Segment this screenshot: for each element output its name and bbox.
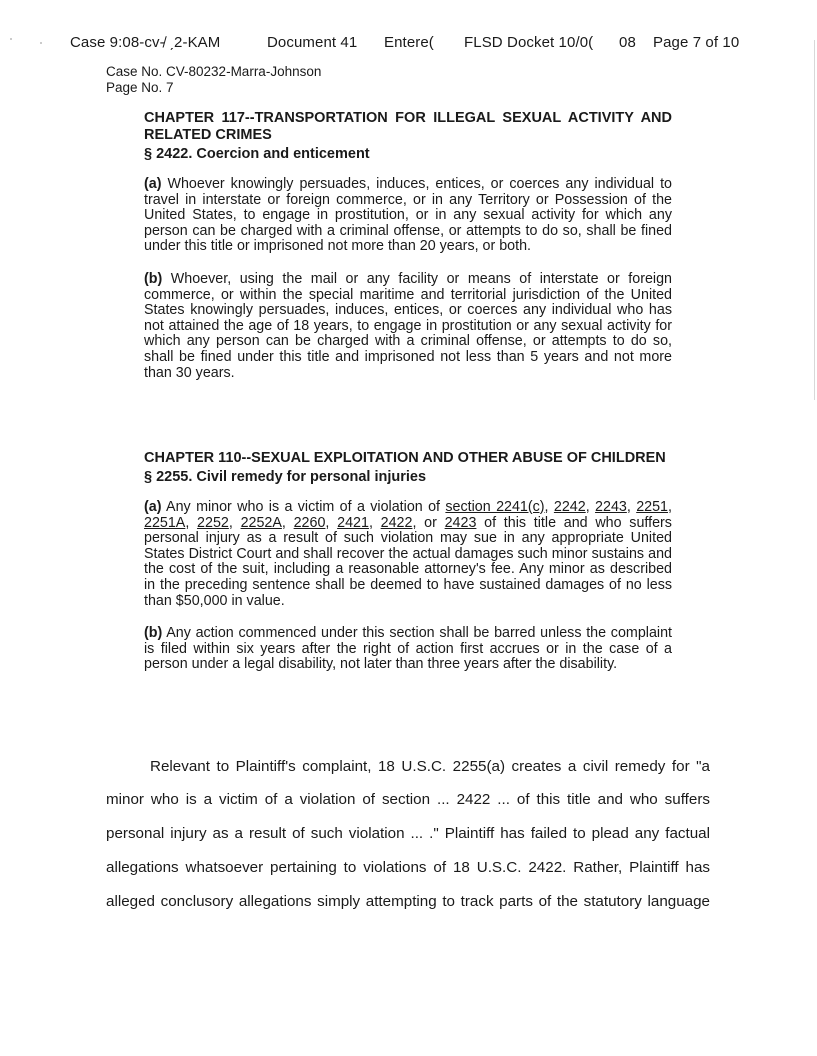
statute-link[interactable]: 2252A (240, 514, 282, 531)
statute-link[interactable]: 2422 (380, 514, 413, 531)
body-line: allegations whatsoever pertaining to violations of 18 U.S.C. 2422. Rather, Plaintiff has (106, 859, 710, 876)
body-line: Relevant to Plaintiff's complaint, 18 U.S.C. 2255(a) creates a civil remedy for "a (150, 758, 710, 775)
para-b-label: (b) (144, 625, 163, 642)
chapter-110-block (144, 450, 672, 673)
para-a-label: (a) (144, 176, 162, 192)
statute-link[interactable]: section 2241(c) (445, 499, 545, 515)
statute-link[interactable]: 2421 (337, 514, 369, 531)
case-info (106, 64, 321, 96)
scan-speck (10, 38, 12, 40)
body-line: personal injury as a result of such violation ... ." Plaintiff has failed to plead any factual (106, 825, 710, 842)
scan-speck (40, 42, 42, 44)
para-b-text: Whoever, using the mail or any facility or means of interstate or foreign commerce, or within the special maritime and territorial jurisdiction of the United States knowingly persuades, induces, entices, or coerces any individual who has not attained the age of 18 years, to engage in prostitution or any sexual activity for which any person can be charged with a criminal offense, or attempts to do so, shall be fined under this title and imprisoned not less than 5 years and not more than 30 years. (144, 270, 672, 381)
para-a-text: Whoever knowingly persuades, induces, entices, or coerces any individual to travel in interstate or foreign commerce, or in any Territory or Possession of the United States, to engage in prostitution, or in any sexual activity for which any person can be charged with a criminal offense, or attempts to do so, shall be fined under this title or imprisoned not more than 20 years, or both. (144, 176, 672, 255)
chapter-117-block (144, 110, 672, 381)
header-page: Page 7 of 10 (653, 34, 740, 51)
chapter-117-heading: CHAPTER 117--TRANSPORTATION FOR ILLEGAL SEXUAL ACTIVITY AND RELATED CRIMES (144, 110, 672, 143)
para-b-label: (b) (144, 270, 163, 287)
statute-link[interactable]: 2423 (444, 514, 477, 531)
statute-link[interactable]: 2242 (553, 499, 586, 515)
body-line: minor who is a victim of a violation of section ... 2422 ... of this title and who suffers (106, 791, 710, 808)
para-a-intro: Any minor who is a victim of a violation of (161, 499, 446, 515)
header-document: Document 41 (267, 34, 358, 51)
header-docket: FLSD Docket 10/0( (464, 34, 594, 51)
statute-link[interactable]: 2252 (197, 514, 229, 531)
para-a-label: (a) (144, 499, 162, 515)
page-edge-shadow (814, 40, 815, 400)
header-docket-tail: 08 (619, 34, 636, 51)
case-number-line: Case No. CV-80232-Marra-Johnson (106, 64, 322, 79)
section-2255-para-a: (a) Any minor who is a victim of a violation of section 2241(c), 2242, 2243, 2251, 2251A, 2252, 2252A, 2260, 2421, 2422, or 2423 of this title and who suffers personal injury as a result of such violation may sue in any appropriate United States District Court and shall recover the actual damages such minor sustains and the cost of the suit, including a reasonable attorney's fee. Any minor as described in the preceding sentence shall be deemed to have sustained damages of no less than $50,000 in value. (144, 499, 672, 609)
chapter-110-heading: CHAPTER 110--SEXUAL EXPLOITATION AND OTHER ABUSE OF CHILDREN (144, 450, 666, 466)
statute-link[interactable]: 2251 (636, 499, 669, 515)
section-2255-para-b (144, 626, 672, 673)
body-line: alleged conclusory allegations simply attempting to track parts of the statutory language (106, 893, 710, 910)
para-a-rest: of this title and who suffers personal injury as a result of such violation may sue in any appropriate United States District Court and shall recover the actual damages such minor sustains and the cost of the suit, including a reasonable attorney's fee. Any minor as described in the preceding sentence shall be deemed to have sustained damages of no less than $50,000 in value. (144, 514, 672, 609)
section-2422-title: § 2422. Coercion and enticement (144, 146, 370, 162)
statute-link[interactable]: 2251A (144, 514, 186, 531)
section-2422-para-b (144, 272, 672, 381)
section-2255-title: § 2255. Civil remedy for personal injuries (144, 469, 427, 485)
page-number-line: Page No. 7 (106, 80, 174, 95)
statute-link[interactable]: 2260 (293, 514, 326, 531)
para-b-text: Any action commenced under this section shall be barred unless the complaint is filed within six years after the right of action first accrues or in the case of a person under a legal disability, not later than three years after the disability. (144, 625, 672, 673)
header-entered: Entere( (384, 34, 434, 51)
section-2422-para-a (144, 177, 672, 255)
header-case-number: Case 9:08-cv-̸ ˏ2-KAM (70, 34, 221, 51)
statute-link[interactable]: 2243 (595, 499, 627, 515)
